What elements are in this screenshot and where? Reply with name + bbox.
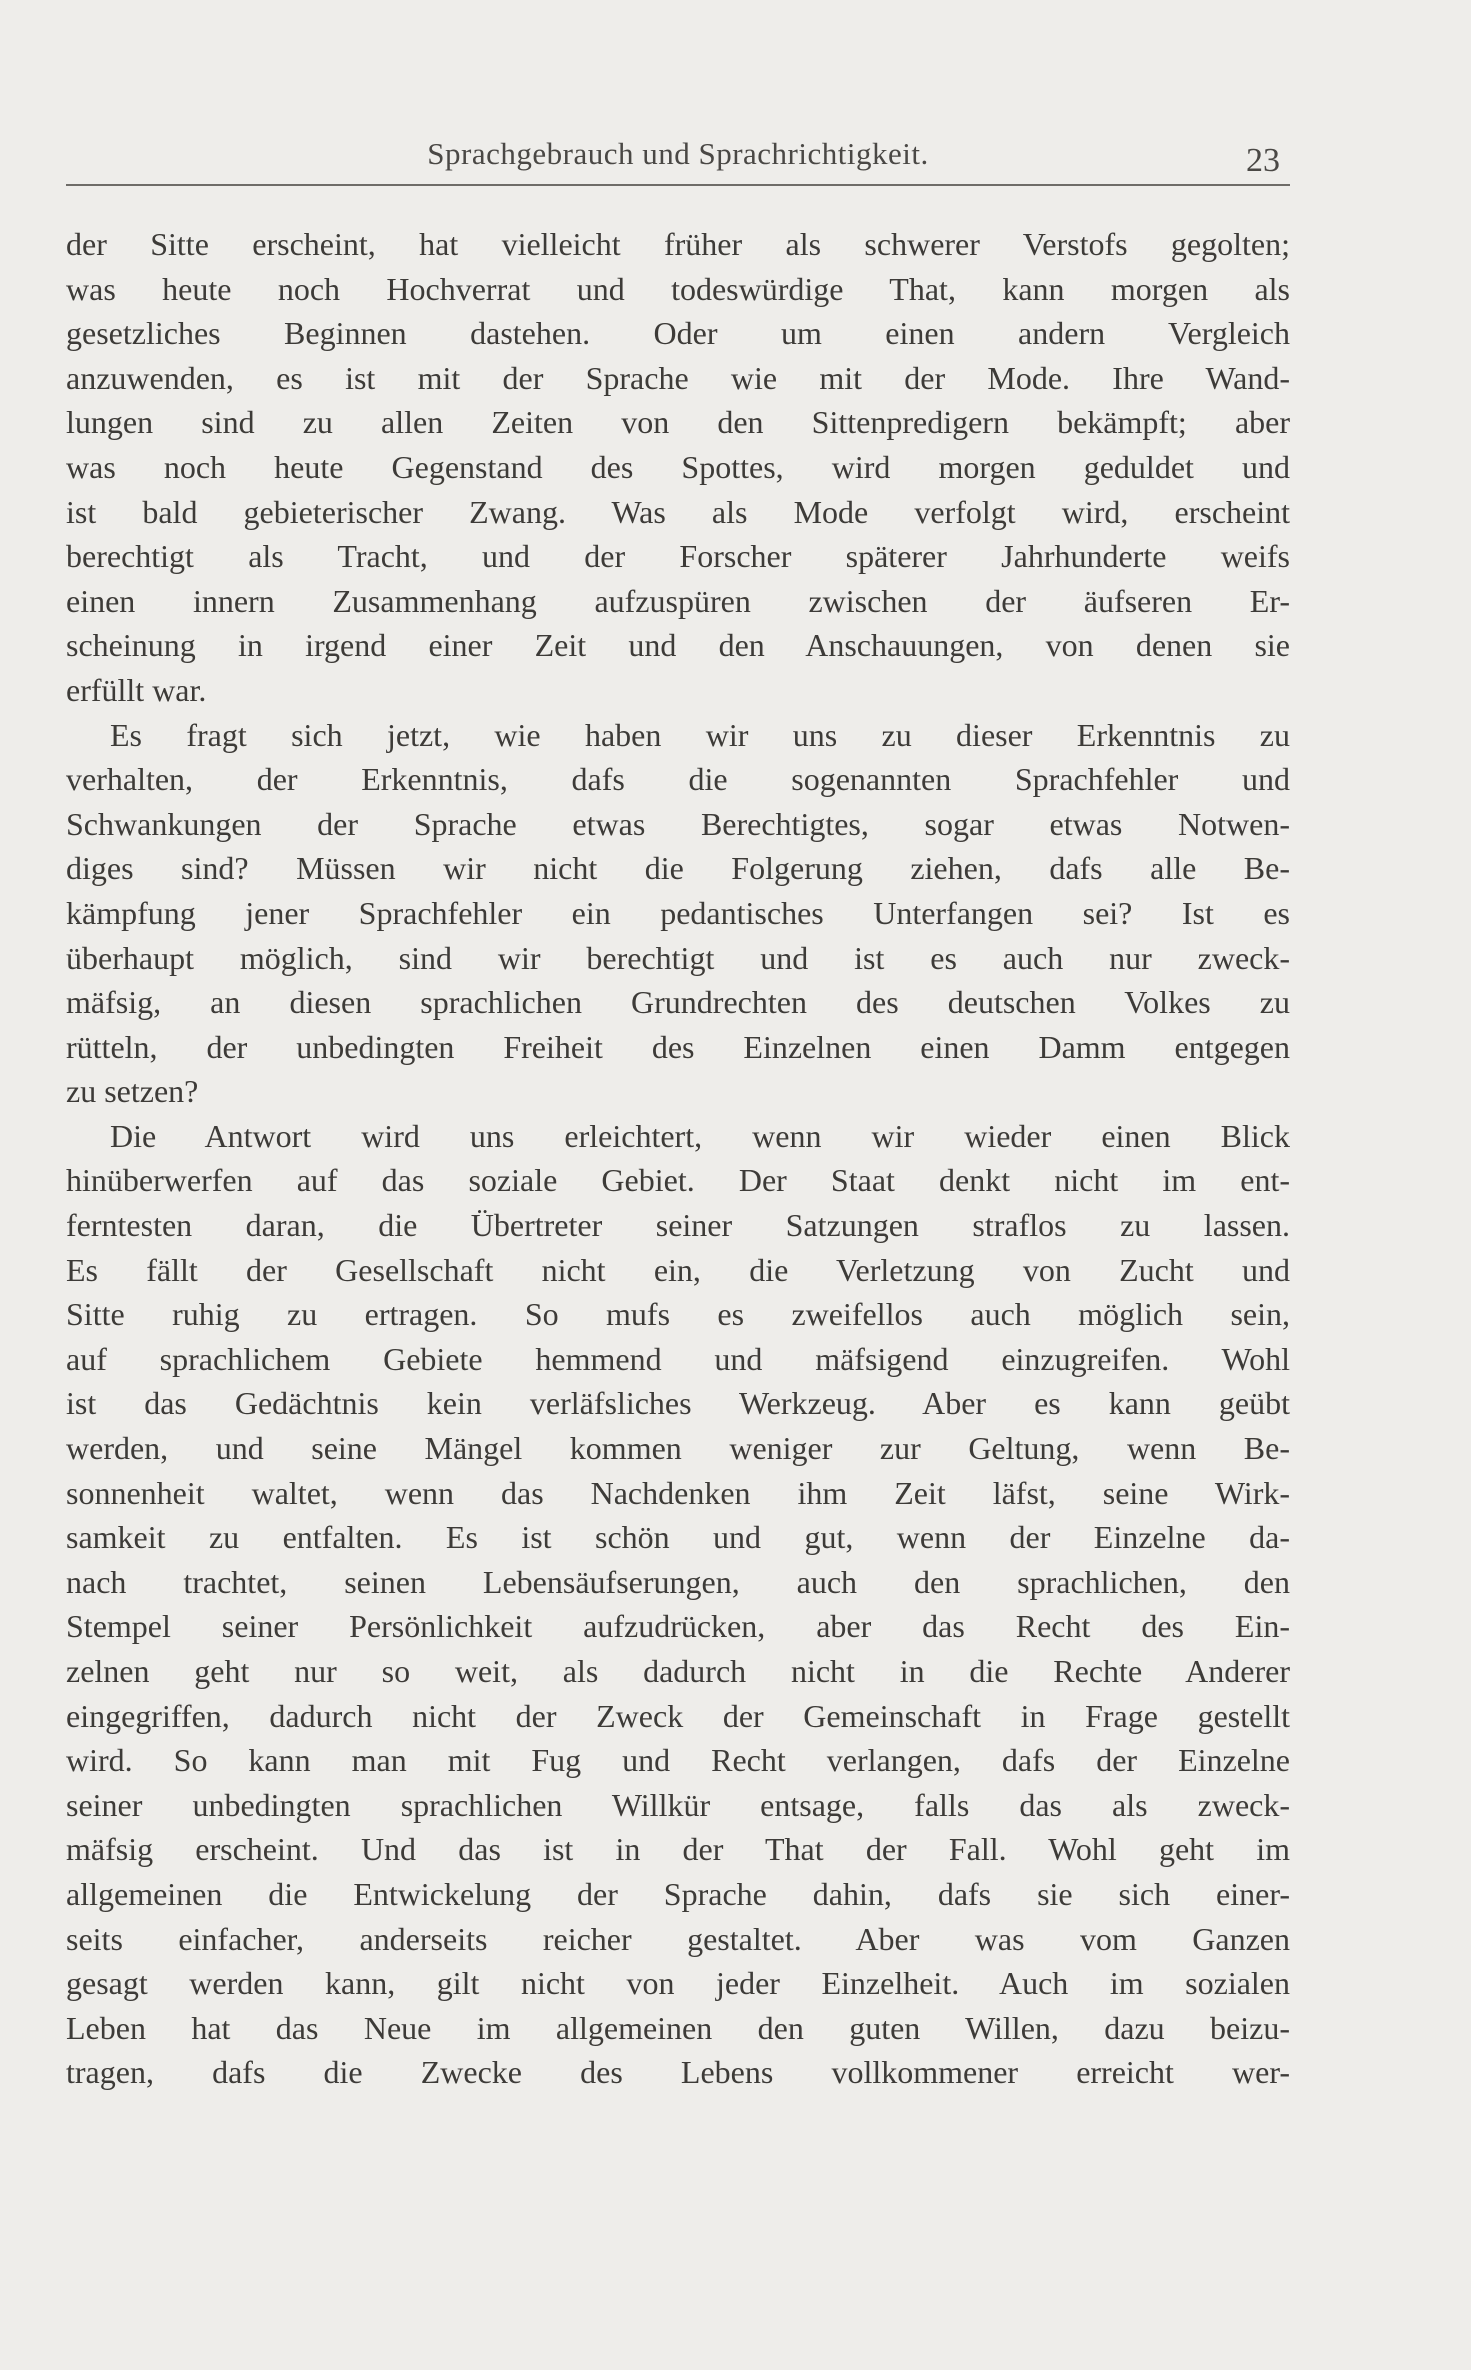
text-line: ferntesten daran, die Übertreter seiner Satzungen straflos zu lassen. xyxy=(66,1207,1290,1244)
text-line: seits einfacher, anderseits reicher gestaltet. Aber was vom Ganzen xyxy=(66,1920,1290,1957)
text-line: allgemeinen die Entwickelung der Sprache dahin, dafs sie sich einer- xyxy=(66,1875,1290,1912)
text-line: mäfsig erscheint. Und das ist in der That der Fall. Wohl geht im xyxy=(66,1831,1290,1868)
text-line: der Sitte erscheint, hat vielleicht früher als schwerer Verstofs gegolten; xyxy=(66,226,1290,262)
text-line: verhalten, der Erkenntnis, dafs die sogenannten Sprachfehler und xyxy=(66,761,1290,798)
text-line: tragen, dafs die Zwecke des Lebens vollkommener erreicht wer- xyxy=(66,2054,1290,2091)
text-line: samkeit zu entfalten. Es ist schön und gut, wenn der Einzelne da- xyxy=(66,1519,1290,1556)
body-text xyxy=(66,222,1290,2095)
text-line: erfüllt war. xyxy=(66,671,207,708)
text-line: Stempel seiner Persönlichkeit aufzudrücken, aber das Recht des Ein- xyxy=(66,1608,1290,1645)
text-line: seiner unbedingten sprachlichen Willkür entsage, falls das als zweck- xyxy=(66,1786,1290,1823)
text-line: scheinung in irgend einer Zeit und den Anschauungen, von denen sie xyxy=(66,627,1290,664)
text-line: mäfsig, an diesen sprachlichen Grundrechten des deutschen Volkes zu xyxy=(66,984,1290,1021)
text-line: einen innern Zusammenhang aufzuspüren zwischen der äufseren Er- xyxy=(66,582,1290,619)
text-line: anzuwenden, es ist mit der Sprache wie mit der Mode. Ihre Wand- xyxy=(66,359,1290,396)
text-line: gesagt werden kann, gilt nicht von jeder Einzelheit. Auch im sozialen xyxy=(66,1965,1290,2002)
text-line: Leben hat das Neue im allgemeinen den guten Willen, dazu beizu- xyxy=(66,2009,1290,2046)
text-line: was noch heute Gegenstand des Spottes, wird morgen geduldet und xyxy=(66,448,1290,485)
text-line: rütteln, der unbedingten Freiheit des Einzelnen einen Damm entgegen xyxy=(66,1028,1290,1065)
text-line: Es fragt sich jetzt, wie haben wir uns zu dieser Erkenntnis zu xyxy=(110,716,1290,753)
text-line: Die Antwort wird uns erleichtert, wenn wir wieder einen Blick xyxy=(110,1117,1290,1154)
text-line: Sitte ruhig zu ertragen. So mufs es zweifellos auch möglich sein, xyxy=(66,1296,1290,1333)
text-line: werden, und seine Mängel kommen weniger zur Geltung, wenn Be- xyxy=(66,1430,1290,1467)
text-line: Schwankungen der Sprache etwas Berechtigtes, sogar etwas Notwen- xyxy=(66,805,1290,842)
page-number: 23 xyxy=(1246,142,1280,179)
text-line: diges sind? Müssen wir nicht die Folgerung ziehen, dafs alle Be- xyxy=(66,850,1290,887)
text-line: wird. So kann man mit Fug und Recht verlangen, dafs der Einzelne xyxy=(66,1742,1290,1779)
text-line: berechtigt als Tracht, und der Forscher späterer Jahrhunderte weifs xyxy=(66,538,1290,575)
text-line: kämpfung jener Sprachfehler ein pedantisches Unterfangen sei? Ist es xyxy=(66,894,1290,931)
text-line: gesetzliches Beginnen dastehen. Oder um einen andern Vergleich xyxy=(66,315,1290,352)
text-line: auf sprachlichem Gebiete hemmend und mäfsigend einzugreifen. Wohl xyxy=(66,1340,1290,1377)
text-line: sonnenheit waltet, wenn das Nachdenken ihm Zeit läfst, seine Wirk- xyxy=(66,1474,1290,1511)
text-line: was heute noch Hochverrat und todeswürdige That, kann morgen als xyxy=(66,270,1290,307)
text-line: Es fällt der Gesellschaft nicht ein, die Verletzung von Zucht und xyxy=(66,1251,1290,1288)
text-line: zelnen geht nur so weit, als dadurch nicht in die Rechte Anderer xyxy=(66,1653,1290,1689)
running-head xyxy=(66,132,1290,186)
text-line: ist bald gebieterischer Zwang. Was als Mode verfolgt wird, erscheint xyxy=(66,493,1290,530)
text-line: eingegriffen, dadurch nicht der Zweck der Gemeinschaft in Frage gestellt xyxy=(66,1697,1290,1734)
running-head-title: Sprachgebrauch und Sprachrichtigkeit. xyxy=(427,136,929,171)
text-line: zu setzen? xyxy=(66,1073,199,1110)
text-line: lungen sind zu allen Zeiten von den Sittenpredigern bekämpft; aber xyxy=(66,404,1290,441)
text-line: hinüberwerfen auf das soziale Gebiet. Der Staat denkt nicht im ent- xyxy=(66,1162,1290,1199)
text-line: überhaupt möglich, sind wir berechtigt und ist es auch nur zweck- xyxy=(66,939,1290,976)
text-line: nach trachtet, seinen Lebensäufserungen, auch den sprachlichen, den xyxy=(66,1563,1290,1600)
text-line: ist das Gedächtnis kein verläfsliches Werkzeug. Aber es kann geübt xyxy=(66,1385,1290,1422)
